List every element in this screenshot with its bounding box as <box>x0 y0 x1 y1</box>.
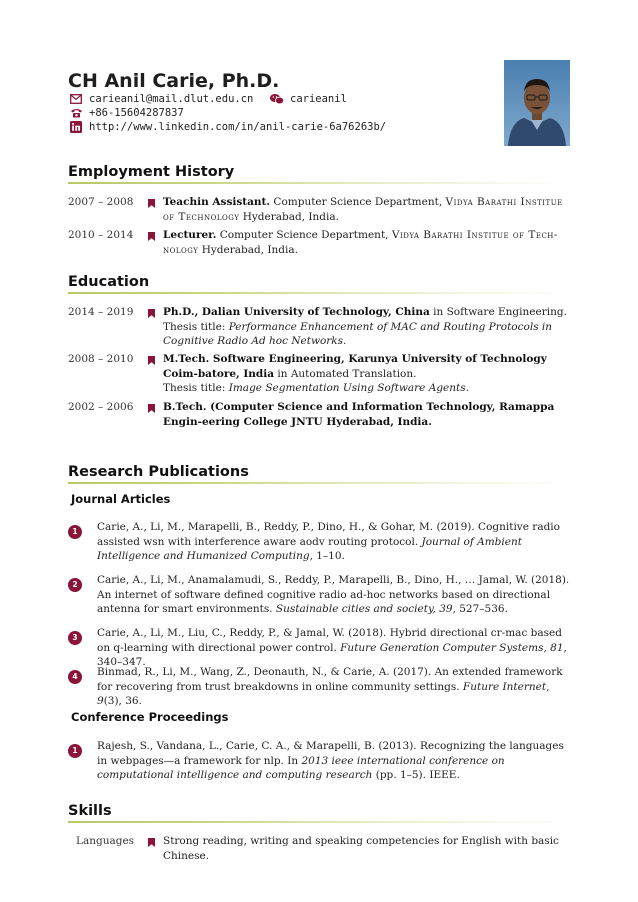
linkedin-url[interactable]: http://www.linkedin.com/in/anil-carie-6a76263b/ <box>89 121 387 133</box>
citation: Carie, A., Li, M., Marapelli, B., Reddy, P., Dino, H., & Gohar, M. (2019). Cognitive radio assisted wsn with interference aware aodv routing protocol. Journal of Ambient Intelligence and Humanized Computing, 1–10. <box>97 521 560 562</box>
bookmark-icon <box>148 837 155 846</box>
section-rule <box>68 482 568 484</box>
phone-line <box>69 107 184 119</box>
bookmark-icon <box>148 231 155 240</box>
number-badge: 1 <box>68 525 82 539</box>
entry-date: 2010 – 2014 <box>68 229 134 241</box>
publications-heading: Research Publications <box>68 464 249 480</box>
entry-body: B.Tech. (Computer Science and Information Technology, Ramappa Engin-eering College JNTU Hyderabad, India. <box>163 401 555 428</box>
bookmark-icon <box>148 355 155 364</box>
bookmark-icon <box>148 308 155 317</box>
entry-date: 2002 – 2006 <box>68 401 134 413</box>
number-badge: 1 <box>68 744 82 758</box>
linkedin-line <box>69 121 386 133</box>
employment-heading: Employment History <box>68 164 235 180</box>
profile-photo <box>504 60 570 146</box>
citation: Carie, A., Li, M., Anamalamudi, S., Reddy, P., Marapelli, B., Dino, H., … Jamal, W. (2018). An internet of software defined cognitive radio ad-hoc networks based on directional antenna for smart environments. Sustainable cities and society, 39, 527–536. <box>97 574 570 615</box>
skill-text: Strong reading, writing and speaking competencies for English with basic Chinese. <box>163 835 559 862</box>
entry-body: Ph.D., Dalian University of Technology, China in Software Engineering. Thesis title: Performance Enhancement of MAC and Routing Protocols in Cognitive Radio Ad hoc Networks. <box>163 306 567 347</box>
skills-heading: Skills <box>68 803 112 819</box>
entry-body: Teachin Assistant. Computer Science Department, Vidya Barathi Institue of Technology Hyderabad, India. <box>163 196 563 223</box>
envelope-icon <box>69 93 83 105</box>
entry-body: Lecturer. Computer Science Department, Vidya Barathi Institue of Tech-nology Hyderabad, India. <box>163 229 558 256</box>
citation: Rajesh, S., Vandana, L., Carie, C. A., & Marapelli, B. (2013). Recognizing the languages in webpages—a framework for nlp. In 2013 ieee international conference on computational intelligence and computing research (pp. 1–5). IEEE. <box>97 740 564 781</box>
wechat-icon <box>270 93 284 105</box>
section-rule <box>68 292 568 294</box>
wechat-line <box>270 93 347 105</box>
journal-articles-heading: Journal Articles <box>71 492 171 506</box>
bookmark-icon <box>148 403 155 412</box>
wechat-id[interactable]: carieanil <box>290 93 347 105</box>
section-rule <box>68 182 568 184</box>
entry-date: 2014 – 2019 <box>68 306 134 318</box>
conference-proceedings-heading: Conference Proceedings <box>71 710 229 724</box>
section-rule <box>68 821 568 823</box>
number-badge: 2 <box>68 578 82 592</box>
entry-date: 2007 – 2008 <box>68 196 134 208</box>
cv-name: CH Anil Carie, Ph.D. <box>68 70 280 92</box>
number-badge: 4 <box>68 670 82 684</box>
entry-body: M.Tech. Software Engineering, Karunya University of Technology Coim-batore, India in Automated Translation. Thesis title: Image Segmentation Using Software Agents. <box>163 353 547 394</box>
citation: Binmad, R., Li, M., Wang, Z., Deonauth, N., & Carie, A. (2017). An extended framework for recovering from trust breakdowns in online community settings. Future Internet, 9(3), 36. <box>97 666 563 707</box>
bookmark-icon <box>148 198 155 207</box>
citation: Carie, A., Li, M., Liu, C., Reddy, P., & Jamal, W. (2018). Hybrid directional cr-mac based on q-learning with directional power control. Future Generation Computer Systems, 81, 340–347. <box>97 627 567 668</box>
linkedin-icon <box>69 121 83 133</box>
phone-icon <box>69 107 83 119</box>
email-link[interactable]: carieanil@mail.dlut.edu.cn <box>89 93 254 105</box>
entry-date: 2008 – 2010 <box>68 353 134 365</box>
number-badge: 3 <box>68 631 82 645</box>
email-line <box>69 93 253 105</box>
phone-number[interactable]: +86-15604287837 <box>89 107 184 119</box>
skill-label: Languages <box>76 835 135 847</box>
education-heading: Education <box>68 274 150 290</box>
